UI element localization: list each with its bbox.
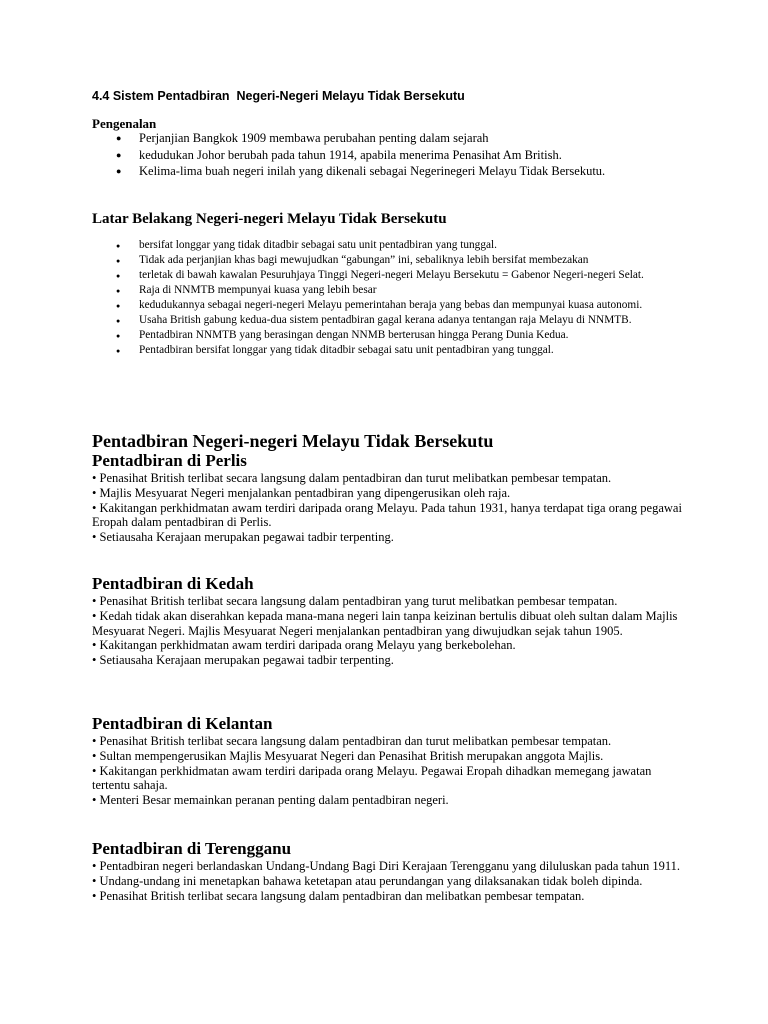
latar-heading: Latar Belakang Negeri-negeri Melayu Tidak Bersekutu — [92, 211, 447, 227]
paragraph: • Penasihat British terlibat secara langsung dalam pentadbiran dan turut melibatkan pembesar tempatan. — [92, 734, 612, 748]
paragraph: • Pentadbiran negeri berlandaskan Undang-Undang Bagi Diri Kerajaan Terengganu yang diluluskan pada tahun 1911. — [92, 859, 681, 873]
intro-list — [92, 130, 692, 180]
latar-list — [92, 239, 692, 359]
paragraph: • Kakitangan perkhidmatan awam terdiri daripada orang Melayu yang berkebolehan. — [92, 638, 516, 653]
paragraph: • Penasihat British terlibat secara langsung dalam pentadbiran yang turut melibatkan pembesar tempatan. — [92, 594, 618, 608]
section-kelantan — [92, 714, 692, 808]
list-item: ● Pentadbiran NNMTB yang berasingan dengan NNMB berterusan hingga Perang Dunia Kedua. — [92, 329, 692, 343]
paragraph: • Setiausaha Kerajaan merupakan pegawai tadbir terpenting. — [92, 530, 394, 545]
paragraph: • Majlis Mesyuarat Negeri menjalankan pentadbiran yang dipengerusikan oleh raja. — [92, 485, 511, 500]
list-item: ● Tidak ada perjanjian khas bagi mewujudkan “gabungan” ini, sebaliknya lebih bersifat membezakan — [92, 254, 692, 268]
kedah-heading: Pentadbiran di Kedah — [92, 574, 254, 593]
list-item: ● terletak di bawah kawalan Pesuruhjaya Tinggi Negeri-negeri Melayu Bersekutu = Gabenor Negeri-negeri Selat. — [92, 269, 692, 283]
list-item: ● Kelima-lima buah negeri inilah yang dikenali sebagai Negerinegeri Melayu Tidak Bersekutu. — [92, 163, 692, 180]
list-item: ● Usaha British gabung kedua-dua sistem pentadbiran gagal kerana adanya tentangan raja Melayu di NNMTB. — [92, 314, 692, 328]
list-item: ● kedudukannya sebagai negeri-negeri Melayu pemerintahan beraja yang bebas dan mempunyai kuasa autonomi. — [92, 299, 692, 313]
paragraph: • Kakitangan perkhidmatan awam terdiri daripada orang Melayu. Pada tahun 1931, hanya terdapat tiga orang pegawai Eropah dalam pentadbiran di Perlis. — [92, 500, 682, 530]
perlis-heading: Pentadbiran di Perlis — [92, 451, 247, 470]
section-perlis — [92, 431, 692, 545]
list-item: ● Raja di NNMTB mempunyai kuasa yang lebih besar — [92, 284, 692, 298]
paragraph: • Menteri Besar memainkan peranan penting dalam pentadbiran negeri. — [92, 793, 449, 808]
paragraph: • Penasihat British terlibat secara langsung dalam pentadbiran dan turut melibatkan pembesar tempatan. — [92, 471, 612, 485]
list-item: ● Perjanjian Bangkok 1909 membawa perubahan penting dalam sejarah — [92, 130, 692, 147]
list-item: ● Pentadbiran bersifat longgar yang tidak ditadbir sebagai satu unit pentadbiran yang tunggal. — [92, 344, 692, 358]
section-kedah — [92, 574, 692, 668]
paragraph: • Setiausaha Kerajaan merupakan pegawai tadbir terpenting. — [92, 653, 394, 668]
intro-heading: Pengenalan — [92, 116, 157, 131]
paragraph: • Undang-undang ini menetapkan bahawa ketetapan atau perundangan yang dilaksanakan tidak boleh dipinda. — [92, 873, 643, 888]
paragraph: • Penasihat British terlibat secara langsung dalam pentadbiran dan melibatkan pembesar tempatan. — [92, 888, 585, 903]
section-terengganu — [92, 839, 692, 903]
terengganu-heading: Pentadbiran di Terengganu — [92, 839, 292, 858]
paragraph: • Sultan mempengerusikan Majlis Mesyuarat Negeri dan Penasihat British merupakan anggota Majlis. — [92, 748, 604, 763]
list-item: ● kedudukan Johor berubah pada tahun 1914, apabila menerima Penasihat Am British. — [92, 147, 692, 164]
document-title: 4.4 Sistem Pentadbiran Negeri-Negeri Melayu Tidak Bersekutu — [92, 89, 465, 103]
paragraph: • Kedah tidak akan diserahkan kepada mana-mana negeri lain tanpa keizinan bertulis dibuat oleh sultan dalam Majlis Mesyuarat Negeri. Majlis Mesyuarat Negeri menjalankan pentadbiran yang diwujudkan sejak tahun 1905. — [92, 608, 678, 638]
main-heading: Pentadbiran Negeri-negeri Melayu Tidak Bersekutu — [92, 431, 494, 451]
paragraph: • Kakitangan perkhidmatan awam terdiri daripada orang Melayu. Pegawai Eropah dihadkan memegang jawatan tertentu sahaja. — [92, 763, 652, 793]
list-item: ● bersifat longgar yang tidak ditadbir sebagai satu unit pentadbiran yang tunggal. — [92, 239, 692, 253]
kelantan-heading: Pentadbiran di Kelantan — [92, 714, 273, 733]
